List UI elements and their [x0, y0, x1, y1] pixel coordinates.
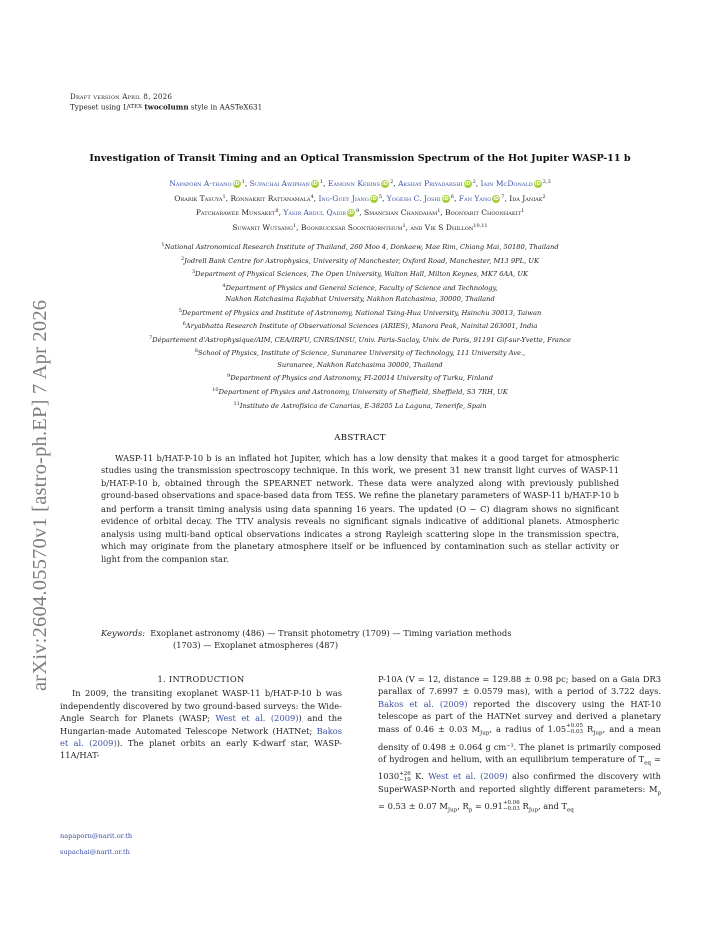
abstract-heading: ABSTRACT: [334, 433, 386, 443]
orcid-icon[interactable]: iD: [493, 195, 500, 202]
email-link-2[interactable]: supachai@narit.or.th: [60, 848, 130, 856]
author-affil-sup: 2: [542, 193, 546, 200]
author-affil-sup: 9: [356, 208, 360, 215]
citation-bakos-2009[interactable]: Bakos et al. (2009): [60, 725, 342, 749]
author-affil-sup: 1: [241, 179, 245, 185]
author-name[interactable]: Eamonn Kerins: [327, 179, 381, 188]
paper-title: Investigation of Transit Timing and an Optical Transmission Spectrum of the Hot Jupiter WASP-11 b: [89, 153, 631, 164]
arxiv-side-label[interactable]: arXiv:2604.05570v1 [astro-ph.EP] 7 Apr 2026: [29, 299, 51, 691]
author-name: Patcharawee Munsaket: [195, 208, 276, 218]
author-affil-sup: 10,11: [473, 222, 488, 229]
keywords-line-1: Exoplanet astronomy (486) — Transit photometry (1709) — Timing variation methods: [150, 628, 512, 638]
author-line-3: Patcharawee Munsaket$^8$, Yasir Abdul Qadir iD $^9$, Smanchan Chandaiam$^1$, Boonyarit Choonhakit$^1$: [195, 208, 525, 218]
affiliation-line: $^7$Département d'Astrophysique/AIM, CEA/IRFU, CNRS/INSU, Univ. Paris-Saclay, Univ. de Paris, 91191 Gif-sur-Yvette, France: [149, 334, 571, 344]
author-name: Smanchan Chandaiam: [363, 208, 438, 218]
author-name[interactable]: Fan Yang: [458, 193, 492, 203]
author-affil-sup: 1: [520, 208, 525, 215]
affiliation-line: $^{10}$Department of Physics and Astronomy, University of Sheffield, Sheffield, S3 7RH, UK: [212, 387, 508, 397]
orcid-icon[interactable]: iD: [233, 181, 240, 187]
typeset-line: Typeset using $L^{ATEX}$ twocolumn style in AASTeX631: [70, 102, 263, 112]
author-affil-sup: 1: [402, 222, 406, 229]
keywords-label: Keywords:: [101, 628, 146, 638]
affiliation-line: Suranaree, Nakhon Ratchasima 30000, Thailand: [277, 360, 443, 369]
author-line-4: Suwanit Wutsang$^1$, Boonrucksar Soonthornthum$^1$, and Vik S Dhillon$^{10,11}$: [232, 222, 488, 232]
author-affil-sup: 2: [472, 179, 476, 185]
author-name[interactable]: Yasir Abdul Qadir: [283, 208, 347, 218]
left-column: [60, 673, 342, 762]
orcid-icon[interactable]: iD: [370, 195, 377, 202]
citation-bakos-2009-b[interactable]: Bakos et al. (2009): [378, 698, 468, 709]
author-name: Ida Janiak: [509, 193, 543, 203]
affiliation-line: $^9$Department of Physics and Astronomy, FI-20014 University of Turku, Finland: [227, 373, 493, 383]
author-name[interactable]: Supachai Awiphan: [249, 179, 310, 188]
author-line-1: Napaporn A-thano iD $^1$, Supachai Awiphan iD $^1$, Eamonn Kerins iD $^2$, Akshay Priyadarshi iD $^2$, Iain McDonald iD $^{2,3}$: [169, 179, 551, 188]
author-affil-sup: 7: [501, 193, 505, 200]
author-name: Boonrucksar Soonthornthum: [300, 222, 403, 232]
author-name: Ronnakrit Rattanamala: [230, 193, 311, 203]
affiliation-line: Nakhon Ratchasima Rajabhat University, Nakhon Ratchasima, 30000, Thailand: [225, 295, 495, 304]
orcid-icon[interactable]: iD: [534, 181, 541, 187]
affiliation-line: $^{11}$Instituto de Astrofísica de Canarias, E-38205 La Laguna, Tenerife, Spain: [233, 400, 487, 410]
citation-west-2009[interactable]: West et al. (2009): [215, 713, 299, 724]
abstract-text: WASP-11 b/HAT-P-10 b is an inflated hot Jupiter, which has a low density that makes it a good target for atmospheric studies using the transmission spectroscopy technique. In this work, we present 31 new transit light curves of WASP-11 b/HAT-P-10 b, obtained through the SPEARNET network. These data were analyzed along with previously published ground-based observations and space-based data from TESS. We refine the planetary parameters of WASP-11 b/HAT-P-10 b and perform a transit timing analysis using data spanning 16 years. The updated (O − C) diagram shows no significant evidence of orbital decay. The TTV analysis reveals no significant signals indicative of additional planets. Atmospheric analysis using multi-band optical observations indicates a strong Rayleigh scattering slope in the transmission spectra, which may originate from the planetary atmosphere itself or be influenced by contamination such as stellar activity or light from the companion star.: [101, 453, 619, 564]
author-affil-sup: 1: [222, 193, 226, 200]
author-name[interactable]: Napaporn A-thano: [169, 179, 232, 188]
author-affil-sup: 1: [437, 208, 441, 215]
affiliation-line: $^2$Jodrell Bank Centre for Astrophysics, University of Manchester, Oxford Road, Manchester, M13 9PL, UK: [180, 255, 540, 265]
preprint-header: [70, 92, 262, 113]
affiliation-line: $^1$National Astronomical Research Institute of Thailand, 260 Moo 4, Donkaew, Mae Rim, Chiang Mai, 50180, Thailand: [161, 242, 559, 251]
author-affil-sup: 5: [378, 193, 383, 200]
author-name: Boonyarit Choonhakit: [445, 208, 521, 218]
orcid-icon[interactable]: iD: [311, 181, 318, 187]
right-column-text: P-10A (V = 12, distance = 129.88 ± 0.98 pc; based on a Gaia DR3 parallax of 7.6997 ± 0.0579 mas), with a period of 3.722 days. Bakos et al. (2009) reported the discovery using the HAT-10 telescope as part of the HATNet survey and derived a planetary mass of 0.46 ± 0.03 $M_{Jup}$, a radius of 1.05 +0.05 −0.03 $R_{Jup}$, and a mean density of 0.498 ± 0.064 g $cm^{-3}$. The planet is primarily composed of hydrogen and helium, with an equilibrium temperature of $T_{eq} = 1030$ +26 −19 K. West et al. (2009) also confirmed the discovery with SuperWASP-North and reported slightly different parameters: $M_p = 0.53 \pm 0.07$ $M_{Jup}$, $R_p = 0.91$ +0.06 −0.03 $R_{Jup}$, and $T_{eq}$: [378, 674, 662, 814]
author-affil-sup: 2: [390, 179, 394, 185]
author-affil-sup: 8: [275, 208, 279, 215]
author-list: [40, 176, 680, 234]
author-name: and Vik S Dhillon: [410, 222, 474, 232]
affiliation-line: $^6$Aryabhatta Research Institute of Observational Sciences (ARIES), Manora Peak, Nainital 263001, India: [182, 321, 538, 331]
author-affil-sup: 2,3: [542, 179, 551, 185]
keywords-line-2: (1703) — Exoplanet atmospheres (487): [173, 640, 339, 651]
orcid-icon[interactable]: iD: [382, 181, 389, 187]
author-affil-sup: 1: [292, 222, 297, 229]
orcid-icon[interactable]: iD: [464, 181, 471, 187]
author-name[interactable]: Iain McDonald: [480, 179, 533, 188]
citation-west-2009-b[interactable]: West et al. (2009): [428, 771, 508, 782]
email-footnotes: [60, 828, 132, 860]
affiliation-list: [40, 240, 680, 412]
affiliation-line: $^5$Department of Physics and Institute of Astronomy, National Tsing-Hua University, Hsinchu 30013, Taiwan: [178, 307, 542, 317]
tess-name: TESS: [335, 491, 354, 501]
author-name[interactable]: Yogesh C. Joshi: [386, 193, 441, 203]
orcid-icon[interactable]: iD: [442, 195, 449, 202]
orcid-icon[interactable]: iD: [348, 210, 354, 217]
author-name[interactable]: Ing-Guey Jiang: [318, 193, 369, 203]
keywords-block: [101, 627, 631, 652]
author-affil-sup: 6: [450, 193, 454, 200]
author-name: Suwanit Wutsang: [232, 222, 293, 232]
author-affil-sup: 4: [310, 193, 314, 200]
author-name[interactable]: Akshay Priyadarshi: [398, 179, 463, 188]
author-line-2: Orarik Tasuya$^1$, Ronnakrit Rattanamala$^4$, Ing-Guey Jiang iD $^5$, Yogesh C. Joshi iD $^6$, Fan Yang iD $^7$, Ida Janiak$^2$: [174, 193, 546, 203]
draft-version: Draft version April 8, 2026: [70, 92, 173, 101]
affiliation-line: $^3$Department of Physical Sciences, The Open University, Walton Hall, Milton Keynes, MK7 6AA, UK: [191, 269, 529, 279]
affiliation-line: $^4$Department of Physics and General Science, Faculty of Science and Technology,: [222, 282, 498, 292]
author-name: Orarik Tasuya: [174, 193, 223, 203]
affiliation-line: $^8$School of Physics, Institute of Science, Suranaree University of Technology, 111 University Ave.,: [194, 348, 526, 358]
intro-paragraph: In 2009, the transiting exoplanet WASP-11 b/HAT-P-10 b was independently discovered by two ground-based surveys: the Wide-Angle Search for Planets (WASP; West et al. (2009)) and the Hungarian-made Automated Telescope Network (HATNet; Bakos et al. (2009)). The planet orbits an early K-dwarf star, WASP-11A/HAT-: [60, 688, 342, 761]
intro-heading: 1. INTRODUCTION: [157, 674, 245, 684]
author-affil-sup: 1: [319, 179, 324, 185]
email-link-1[interactable]: napaporn@narit.or.th: [60, 832, 133, 840]
